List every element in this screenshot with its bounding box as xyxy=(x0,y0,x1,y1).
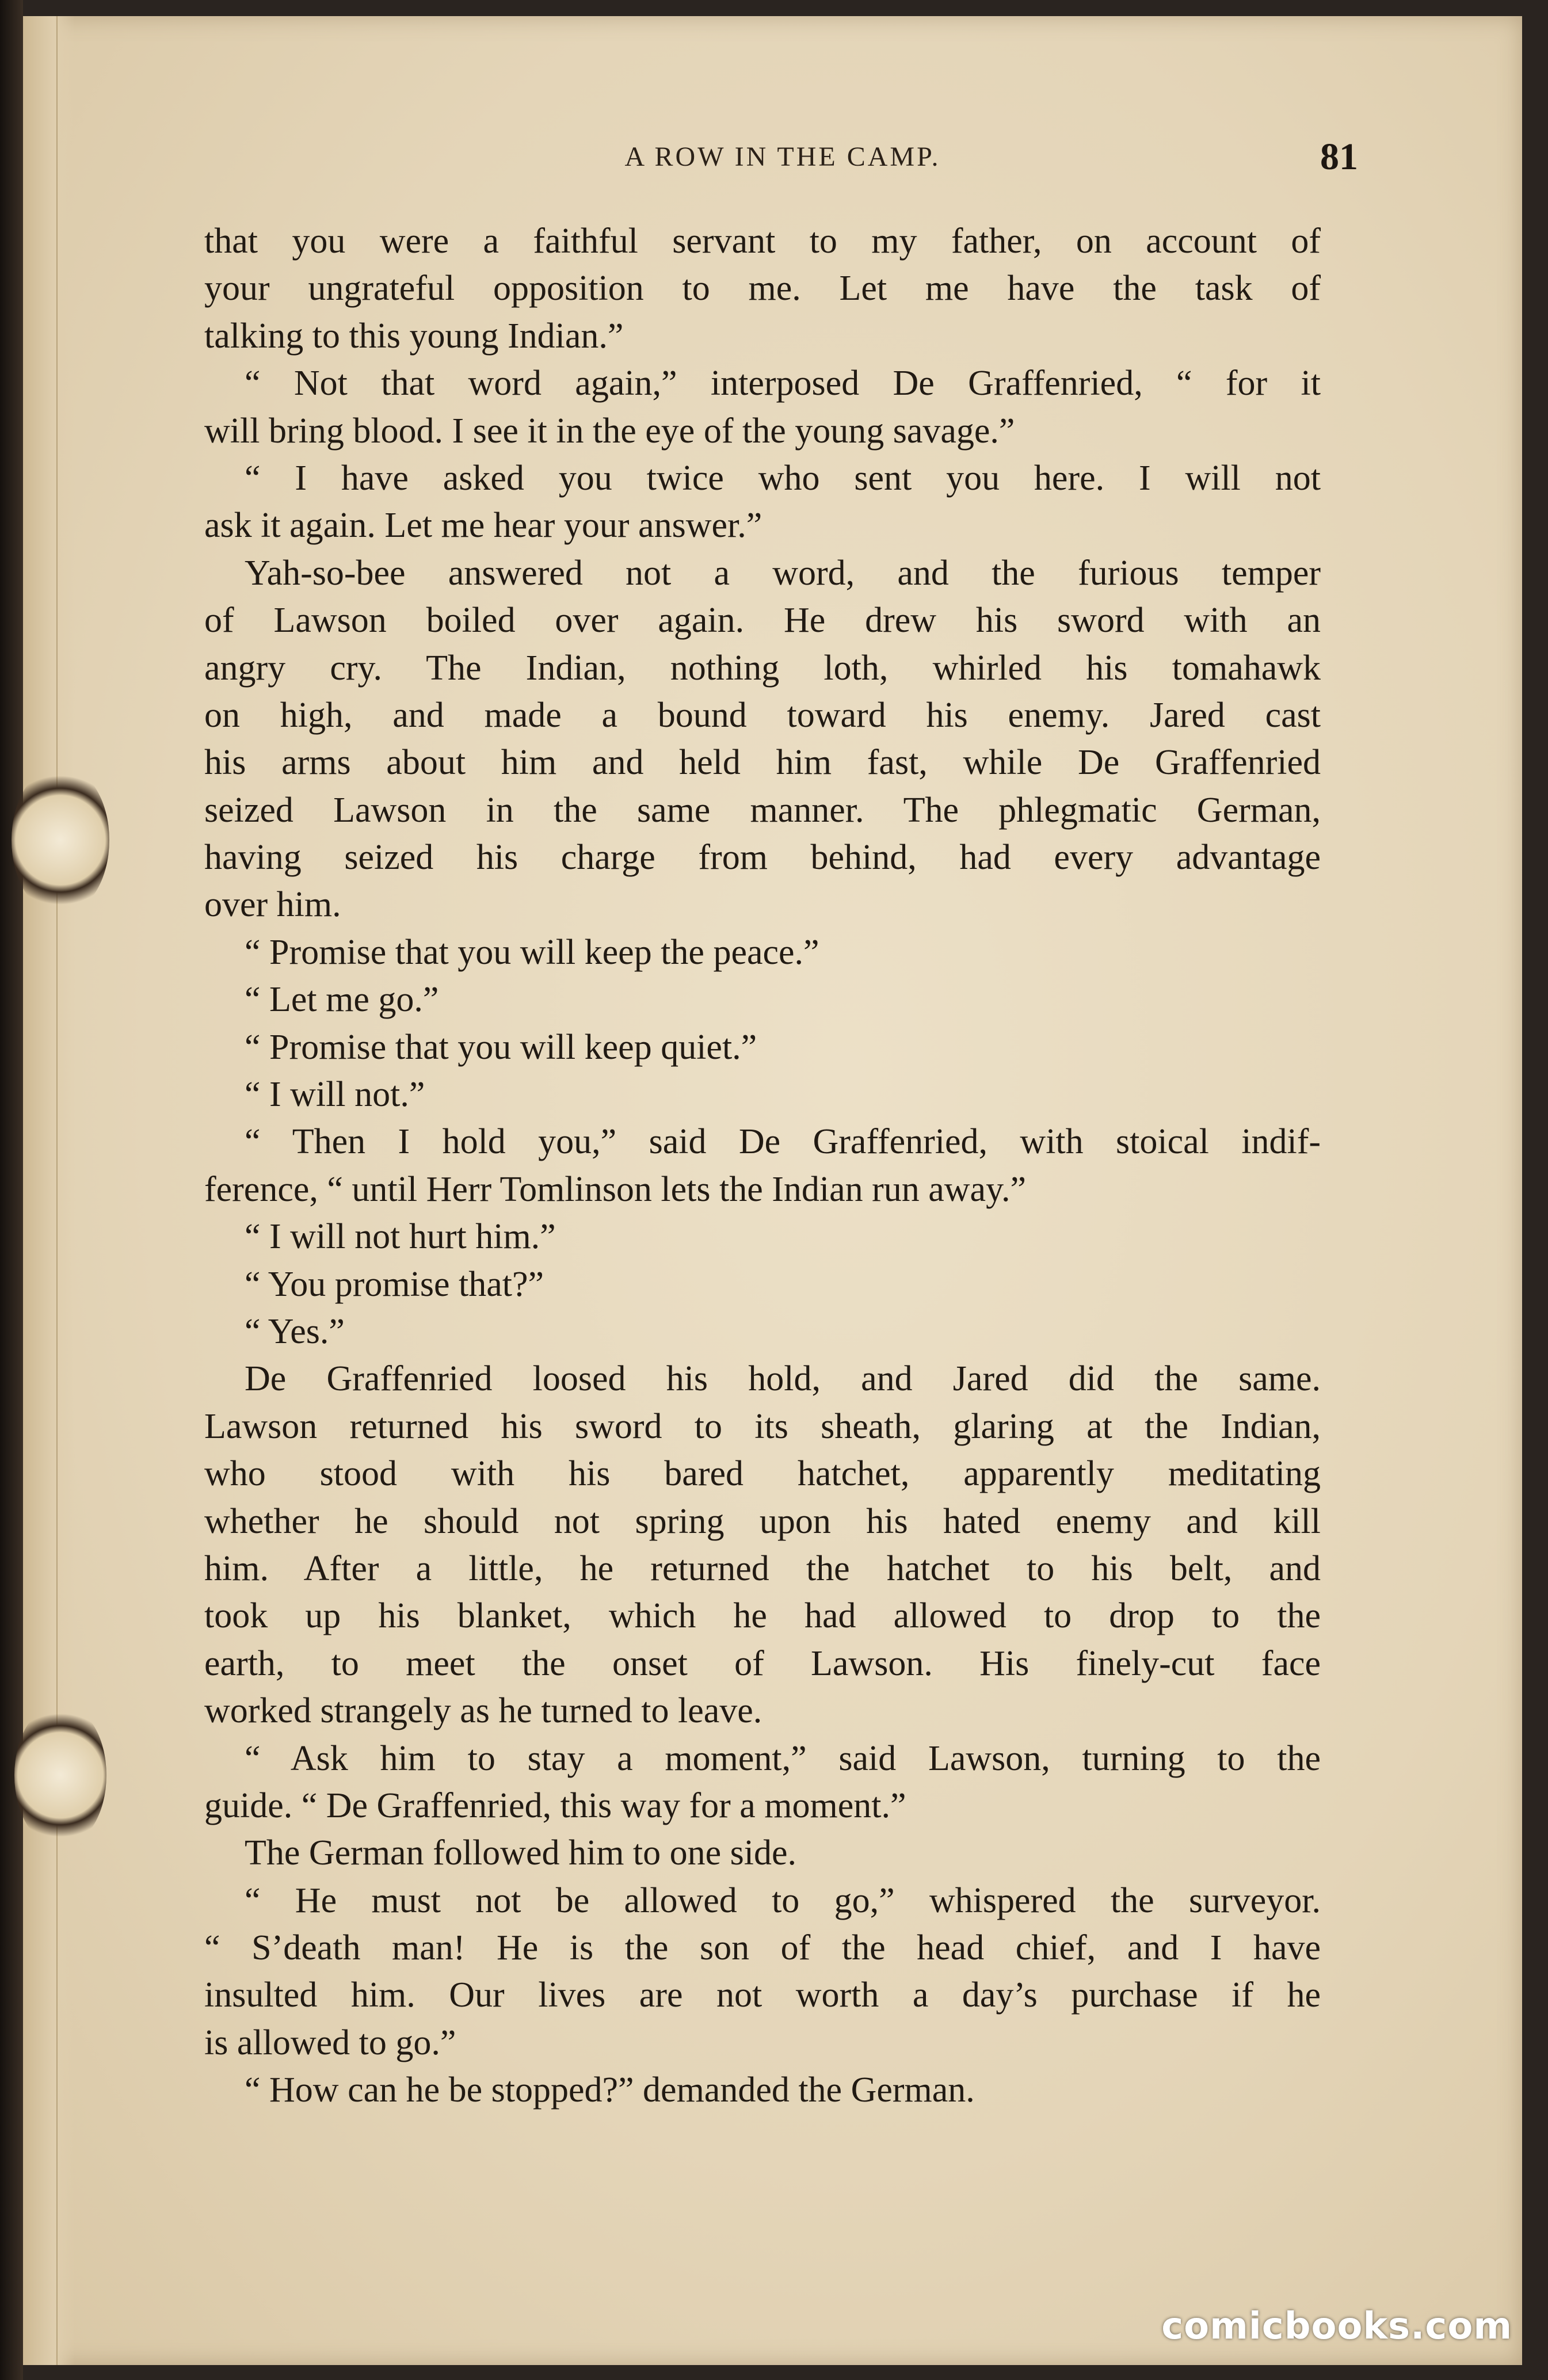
text-line: having seized his charge from behind, had every advantage xyxy=(204,838,1321,878)
page-gutter xyxy=(23,16,75,2365)
text-line: ask it again. Let me hear your answer.” xyxy=(204,506,762,546)
text-line: of Lawson boiled over again. He drew his sword with an xyxy=(204,601,1321,640)
text-line: whether he should not spring upon his hated enemy and kill xyxy=(204,1501,1321,1541)
text-line: over him. xyxy=(204,885,341,925)
text-line: “ Let me go.” xyxy=(245,980,439,1020)
page-header xyxy=(207,135,1358,187)
text-line: “ Yes.” xyxy=(245,1311,345,1351)
text-line: is allowed to go.” xyxy=(204,2023,456,2062)
text-line: earth, to meet the onset of Lawson. His finely-cut face xyxy=(204,1643,1321,1683)
text-line: “ You promise that?” xyxy=(245,1264,544,1304)
text-line: Lawson returned his sword to its sheath, glaring at the Indian, xyxy=(204,1406,1321,1446)
text-line: angry cry. The Indian, nothing loth, whirled his tomahawk xyxy=(204,648,1321,688)
text-line: seized Lawson in the same manner. The phlegmatic German, xyxy=(204,790,1321,830)
text-line: who stood with his bared hatchet, apparently meditating xyxy=(204,1454,1321,1494)
text-line: your ungrateful opposition to me. Let me have the task of xyxy=(204,269,1321,308)
text-line: “ Promise that you will keep quiet.” xyxy=(245,1027,757,1067)
running-head: A ROW IN THE CAMP. xyxy=(624,142,941,172)
text-line: Yah-so-bee answered not a word, and the furious temper xyxy=(245,553,1321,593)
text-line: his arms about him and held him fast, while De Graffenried xyxy=(204,743,1321,783)
book-binding-edge xyxy=(0,0,23,2380)
text-line: him. After a little, he returned the hatchet to his belt, and xyxy=(204,1548,1321,1588)
text-line: “ I will not hurt him.” xyxy=(245,1217,556,1257)
text-line: that you were a faithful servant to my father, on account of xyxy=(204,222,1321,261)
text-line: guide. “ De Graffenried, this way for a moment.” xyxy=(204,1786,906,1825)
text-line: insulted him. Our lives are not worth a day’s purchase if he xyxy=(204,1975,1321,2015)
text-line: will bring blood. I see it in the eye of the young savage.” xyxy=(204,411,1015,451)
text-line: took up his blanket, which he had allowed to drop to the xyxy=(204,1596,1321,1636)
text-line: “ I have asked you twice who sent you here. I will not xyxy=(245,458,1321,498)
text-line: on high, and made a bound toward his enemy. Jared cast xyxy=(204,695,1321,735)
page-number: 81 xyxy=(1320,136,1358,178)
text-line: talking to this young Indian.” xyxy=(204,316,624,356)
text-line: “ S’death man! He is the son of the head chief, and I have xyxy=(204,1928,1321,1968)
binding-stain-bottom xyxy=(14,1703,106,1847)
page-fold-line xyxy=(56,16,58,2365)
text-line: De Graffenried loosed his hold, and Jared did the same. xyxy=(245,1359,1321,1399)
text-line: “ Ask him to stay a moment,” said Lawson, turning to the xyxy=(245,1738,1321,1778)
body-text xyxy=(204,218,1321,2114)
text-line: “ Not that word again,” interposed De Graffenried, “ for it xyxy=(245,364,1321,403)
text-line: worked strangely as he turned to leave. xyxy=(204,1691,762,1731)
text-line: “ He must not be allowed to go,” whispered the surveyor. xyxy=(245,1881,1321,1920)
text-line: “ Then I hold you,” said De Graffenried, with stoical indif- xyxy=(245,1122,1321,1162)
text-line: The German followed him to one side. xyxy=(245,1833,797,1873)
watermark: comicbooks.com xyxy=(1161,2305,1512,2348)
text-line: “ Promise that you will keep the peace.” xyxy=(245,932,819,972)
text-line: “ I will not.” xyxy=(245,1075,425,1115)
text-line: “ How can he be stopped?” demanded the German. xyxy=(245,2070,975,2110)
text-line: ference, “ until Herr Tomlinson lets the Indian run away.” xyxy=(204,1169,1027,1209)
binding-stain-top xyxy=(12,765,109,915)
